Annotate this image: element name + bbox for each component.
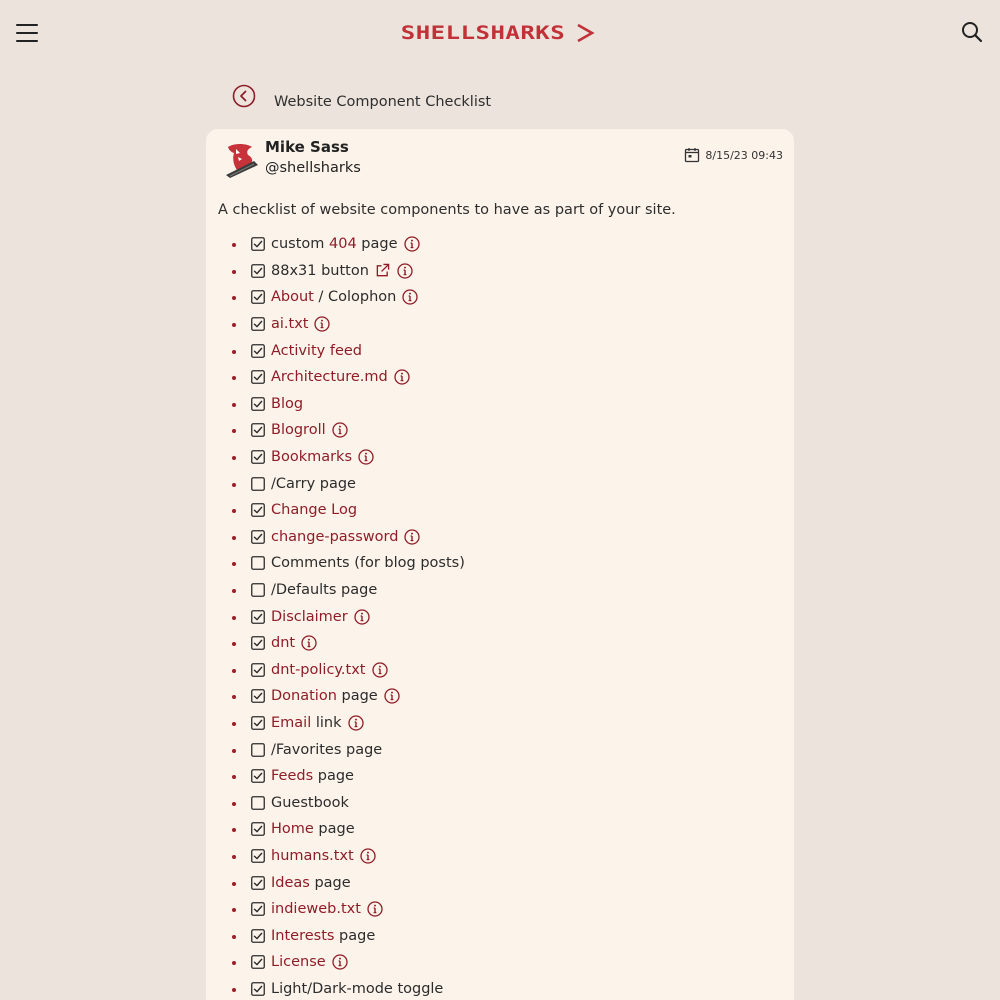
- item-link[interactable]: change-password: [271, 528, 399, 545]
- top-bar: [0, 0, 1000, 66]
- bullet: [232, 456, 236, 460]
- item-link[interactable]: ai.txt: [271, 316, 309, 333]
- info-icon[interactable]: [301, 635, 317, 651]
- item-link[interactable]: Architecture.md: [271, 369, 388, 386]
- bullet: [232, 802, 236, 806]
- bullet: [232, 403, 236, 407]
- search-icon[interactable]: [961, 21, 983, 43]
- item-text: link: [311, 714, 342, 731]
- info-icon[interactable]: [367, 901, 383, 917]
- checkbox-checked-icon: [251, 929, 265, 943]
- item-link[interactable]: About: [271, 289, 314, 306]
- item-link[interactable]: Donation: [271, 688, 337, 705]
- checkbox-checked-icon: [251, 663, 265, 677]
- checkbox-checked-icon: [251, 237, 265, 251]
- bullet: [232, 616, 236, 620]
- list-item: [232, 710, 772, 737]
- item-link[interactable]: Ideas: [271, 874, 310, 891]
- item-link[interactable]: Bookmarks: [271, 449, 353, 466]
- checkbox-checked-icon: [251, 317, 265, 331]
- item-text: page: [334, 927, 376, 944]
- info-icon[interactable]: [332, 954, 348, 970]
- info-icon[interactable]: [354, 609, 370, 625]
- bullet: [232, 642, 236, 646]
- item-text: page: [313, 821, 355, 838]
- item-link[interactable]: Disclaimer: [271, 608, 348, 625]
- list-item: [232, 976, 772, 1000]
- checkbox-checked-icon: [251, 769, 265, 783]
- list-item: [232, 391, 772, 418]
- list-item: [232, 896, 772, 923]
- list-item: [232, 603, 772, 630]
- bullet: [232, 749, 236, 753]
- bullet: [232, 536, 236, 540]
- bullet: [232, 323, 236, 327]
- checkbox-checked-icon: [251, 530, 265, 544]
- avatar[interactable]: [224, 141, 260, 179]
- list-item: [232, 577, 772, 604]
- bullet: [232, 509, 236, 513]
- menu-line: [16, 40, 38, 42]
- list-item: [232, 258, 772, 285]
- bullet: [232, 429, 236, 433]
- checkbox-checked-icon: [251, 716, 265, 730]
- list-item: [232, 364, 772, 391]
- item-text: page: [309, 874, 351, 891]
- list-item: [232, 284, 772, 311]
- item-text: Guestbook: [271, 794, 349, 811]
- info-icon[interactable]: [384, 688, 400, 704]
- bullet: [232, 988, 236, 992]
- item-text: page: [336, 688, 378, 705]
- back-arrow-icon[interactable]: [232, 84, 256, 108]
- item-link[interactable]: indieweb.txt: [271, 901, 361, 918]
- author-handle[interactable]: @shellsharks: [265, 160, 361, 176]
- date-text: 8/15/23 09:43: [705, 148, 783, 162]
- list-item: [232, 843, 772, 870]
- calendar-icon: [684, 147, 700, 163]
- post-card: [206, 129, 794, 1000]
- info-icon[interactable]: [402, 289, 418, 305]
- bullet: [232, 483, 236, 487]
- checkbox-checked-icon: [251, 955, 265, 969]
- page-header: [232, 84, 792, 112]
- list-item: [232, 789, 772, 816]
- checkbox-checked-icon: [251, 822, 265, 836]
- item-link[interactable]: 404: [329, 236, 357, 253]
- bullet: [232, 935, 236, 939]
- checkbox-checked-icon: [251, 902, 265, 916]
- item-link[interactable]: Feeds: [271, 768, 314, 785]
- checkbox-unchecked-icon: [251, 796, 265, 810]
- item-link[interactable]: dnt: [271, 635, 296, 652]
- item-link[interactable]: Activity feed: [271, 342, 362, 359]
- list-item: [232, 417, 772, 444]
- page-title: Website Component Checklist: [274, 94, 492, 110]
- list-item: [232, 922, 772, 949]
- info-icon[interactable]: [397, 263, 413, 279]
- checkbox-checked-icon: [251, 503, 265, 517]
- checkbox-checked-icon: [251, 636, 265, 650]
- item-link[interactable]: Email: [271, 714, 312, 731]
- bullet: [232, 350, 236, 354]
- bullet: [232, 775, 236, 779]
- item-link[interactable]: dnt-policy.txt: [271, 661, 366, 678]
- list-item: [232, 470, 772, 497]
- list-item: [232, 683, 772, 710]
- bullet: [232, 828, 236, 832]
- list-item: [232, 630, 772, 657]
- checkbox-checked-icon: [251, 982, 265, 996]
- bullet: [232, 296, 236, 300]
- item-link[interactable]: Blogroll: [271, 422, 326, 439]
- info-icon[interactable]: [358, 449, 374, 465]
- list-item: [232, 444, 772, 471]
- chevron-right-icon: [575, 23, 595, 43]
- checkbox-unchecked-icon: [251, 583, 265, 597]
- checkbox-checked-icon: [251, 876, 265, 890]
- list-item: [232, 311, 772, 338]
- checkbox-checked-icon: [251, 344, 265, 358]
- item-text: / Colophon: [313, 289, 397, 306]
- checkbox-checked-icon: [251, 264, 265, 278]
- bullet: [232, 855, 236, 859]
- item-text: /Favorites page: [271, 741, 383, 758]
- list-item: [232, 497, 772, 524]
- menu-line: [16, 24, 38, 26]
- author-name[interactable]: Mike Sass: [265, 138, 349, 156]
- info-icon[interactable]: [314, 316, 330, 332]
- item-text: page: [356, 236, 398, 253]
- checkbox-unchecked-icon: [251, 477, 265, 491]
- list-item: [232, 949, 772, 976]
- external-link-icon[interactable]: [375, 263, 390, 278]
- checkbox-checked-icon: [251, 423, 265, 437]
- item-link[interactable]: Blog: [271, 395, 304, 412]
- bullet: [232, 908, 236, 912]
- checkbox-checked-icon: [251, 689, 265, 703]
- info-icon[interactable]: [372, 662, 388, 678]
- post-date: [684, 147, 783, 163]
- info-icon[interactable]: [360, 848, 376, 864]
- bullet: [232, 961, 236, 965]
- checklist: [232, 231, 772, 1000]
- bullet: [232, 243, 236, 247]
- hamburger-icon[interactable]: [16, 24, 38, 42]
- list-item: [232, 816, 772, 843]
- bullet: [232, 882, 236, 886]
- checkbox-unchecked-icon: [251, 556, 265, 570]
- item-text: /Defaults page: [271, 582, 378, 599]
- checkbox-unchecked-icon: [251, 743, 265, 757]
- info-icon[interactable]: [348, 715, 364, 731]
- item-text: custom: [271, 236, 330, 253]
- bullet: [232, 669, 236, 673]
- item-text: 88x31 button: [271, 262, 369, 279]
- bullet: [232, 376, 236, 380]
- site-logo[interactable]: [378, 18, 618, 48]
- menu-line: [16, 32, 38, 34]
- info-icon[interactable]: [404, 236, 420, 252]
- post-description: A checklist of website components to have as part of your site.: [218, 202, 676, 218]
- list-item: [232, 231, 772, 258]
- bullet: [232, 562, 236, 566]
- info-icon[interactable]: [394, 369, 410, 385]
- list-item: [232, 524, 772, 551]
- list-item: [232, 763, 772, 790]
- item-text: Comments (for blog posts): [271, 555, 465, 572]
- bullet: [232, 270, 236, 274]
- logo-text: SHELLSHARKS: [400, 22, 566, 44]
- info-icon[interactable]: [332, 422, 348, 438]
- list-item: [232, 657, 772, 684]
- list-item: [232, 550, 772, 577]
- checkbox-checked-icon: [251, 610, 265, 624]
- bullet: [232, 695, 236, 699]
- list-item: [232, 736, 772, 763]
- item-text: Light/Dark-mode toggle: [271, 980, 444, 997]
- item-text: page: [313, 768, 354, 785]
- checkbox-checked-icon: [251, 397, 265, 411]
- checkbox-checked-icon: [251, 290, 265, 304]
- item-link[interactable]: humans.txt: [271, 847, 354, 864]
- list-item: [232, 337, 772, 364]
- checkbox-checked-icon: [251, 370, 265, 384]
- checkbox-checked-icon: [251, 450, 265, 464]
- item-link[interactable]: Interests: [271, 927, 335, 944]
- item-link[interactable]: License: [271, 954, 326, 971]
- checkbox-checked-icon: [251, 849, 265, 863]
- item-link[interactable]: Home: [271, 821, 314, 838]
- list-item: [232, 869, 772, 896]
- item-text: /Carry page: [271, 475, 356, 492]
- info-icon[interactable]: [404, 529, 420, 545]
- bullet: [232, 589, 236, 593]
- bullet: [232, 722, 236, 726]
- item-link[interactable]: Change Log: [271, 502, 358, 519]
